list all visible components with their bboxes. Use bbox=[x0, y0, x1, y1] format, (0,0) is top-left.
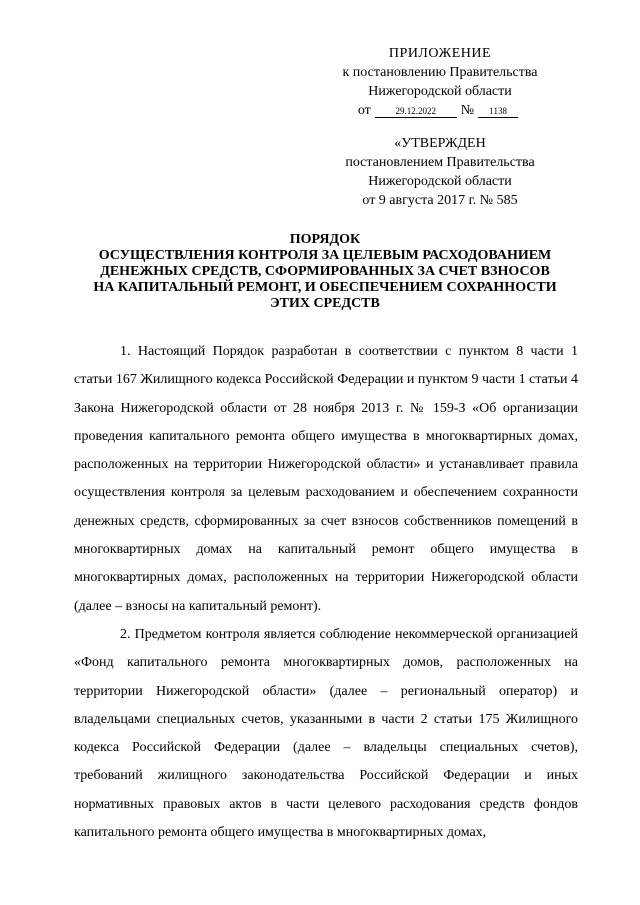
approved-line: постановлением Правительства bbox=[345, 155, 535, 170]
appendix-line: Нижегородской области bbox=[368, 84, 512, 99]
document-title bbox=[60, 232, 590, 312]
title-line: ОСУЩЕСТВЛЕНИЯ КОНТРОЛЯ ЗА ЦЕЛЕВЫМ РАСХОДОВАНИЕМ bbox=[98, 248, 552, 263]
document-body bbox=[74, 338, 578, 847]
appendix-line: к постановлению Правительства bbox=[342, 65, 538, 80]
paragraph-2: 2. Предметом контроля является соблюдение некоммерческой организацией «Фонд капитального ремонта многоквартирных домов, расположенных на территории Нижегородской области» (далее – региональный оператор) и владельцами специальных счетов, указанными в части 2 статьи 175 Жилищного кодекса Российской Федерации (далее – владельцы специальных счетов), требований жилищного законодательства Российской Федерации и иных нормативных правовых актов в части целевого расходования средств фондов капитального ремонта общего имущества в многоквартирных домах, bbox=[74, 626, 578, 841]
title-line: ЭТИХ СРЕДСТВ bbox=[270, 296, 380, 311]
approved-block bbox=[300, 134, 580, 210]
appendix-block bbox=[300, 44, 580, 120]
approved-line: «УТВЕРЖДЕН bbox=[394, 136, 486, 151]
date-prefix: от bbox=[357, 103, 371, 118]
resolution-date: 29.12.2022 bbox=[375, 105, 457, 118]
approved-line: от 9 августа 2017 г. № 585 bbox=[362, 193, 518, 208]
number-sign: № bbox=[460, 103, 475, 118]
paragraph-1: 1. Настоящий Порядок разработан в соответствии с пунктом 8 части 1 статьи 167 Жилищного кодекса Российской Федерации и пунктом 9 части 1 статьи 4 Закона Нижегородской области от 28 ноября 2013 г. № 159-З «Об организации проведения капитального ремонта общего имущества в многоквартирных домах, расположенных на территории Нижегородской области» и устанавливает правила осуществления контроля за целевым расходованием и обеспечением сохранности денежных средств, сформированных за счет взносов собственников помещений в многоквартирных домах на капитальный ремонт общего имущества в многоквартирных домах, расположенных на территории Нижегородской области (далее – взносы на капитальный ремонт). bbox=[74, 344, 578, 614]
appendix-date-line bbox=[300, 101, 580, 120]
appendix-title: ПРИЛОЖЕНИЕ bbox=[388, 46, 492, 61]
title-line: НА КАПИТАЛЬНЫЙ РЕМОНТ, И ОБЕСПЕЧЕНИЕМ СОХРАННОСТИ bbox=[93, 280, 557, 295]
resolution-number: 1138 bbox=[478, 105, 518, 118]
title-line: ПОРЯДОК bbox=[289, 232, 361, 247]
approved-line: Нижегородской области bbox=[368, 174, 512, 189]
title-line: ДЕНЕЖНЫХ СРЕДСТВ, СФОРМИРОВАННЫХ ЗА СЧЕТ ВЗНОСОВ bbox=[100, 264, 550, 279]
